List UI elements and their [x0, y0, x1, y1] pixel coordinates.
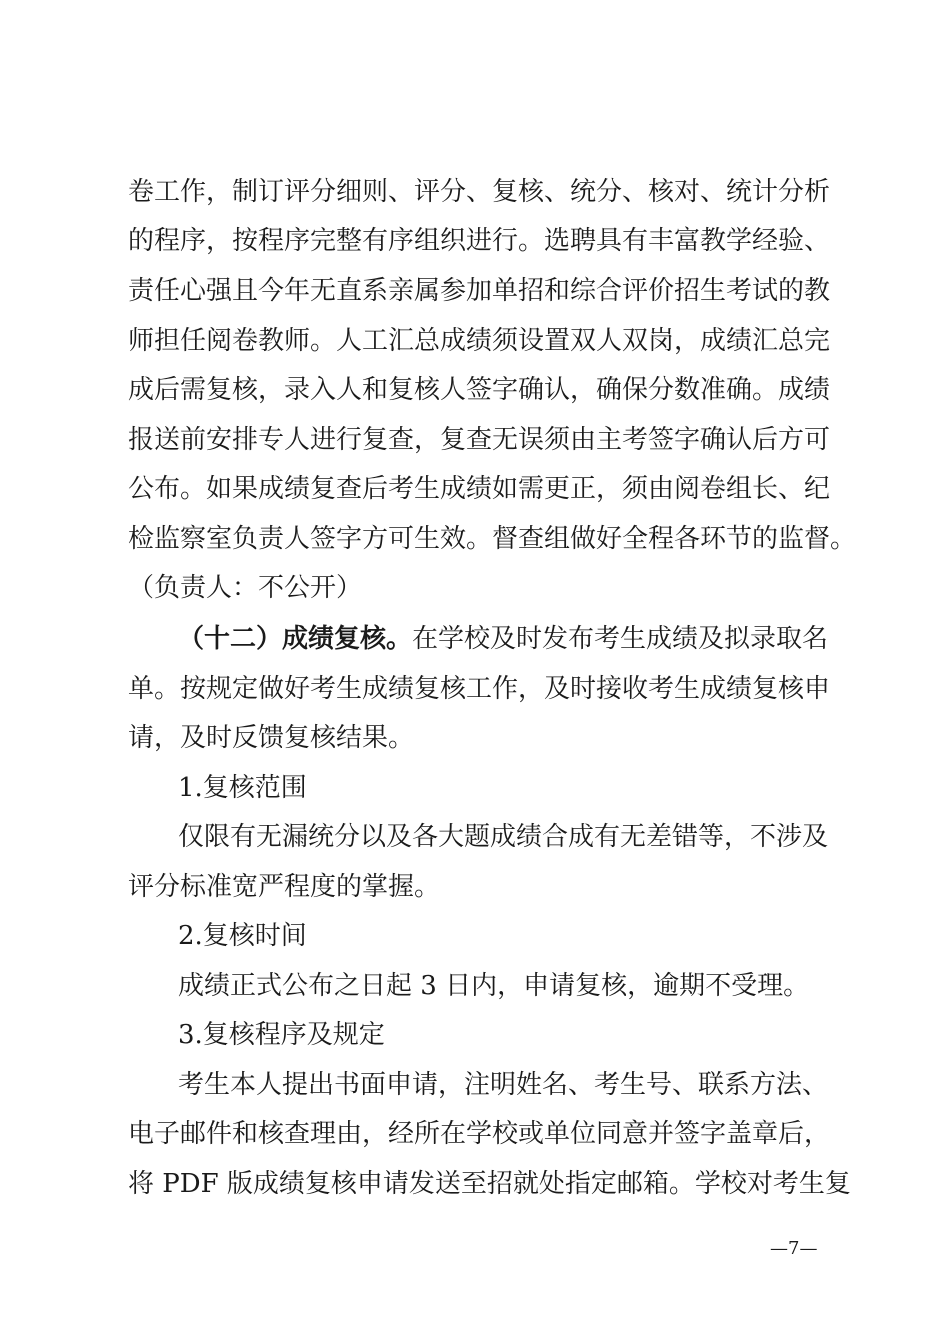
text-line: 报送前安排专人进行复查，复查无误须由主考签字确认后方可 — [128, 425, 831, 455]
text-line: （负责人：不公开） — [128, 573, 363, 603]
text-line: 电子邮件和核查理由，经所在学校或单位同意并签字盖章后， — [128, 1119, 831, 1149]
subheading: 2.复核时间 — [178, 921, 307, 951]
text-line: 公布。如果成绩复查后考生成绩如需更正，须由阅卷组长、纪 — [128, 474, 831, 504]
text-line: 责任心强且今年无直系亲属参加单招和综合评价招生考试的教 — [128, 276, 831, 306]
page-number: —7— — [770, 1238, 818, 1259]
section-heading: （十二）成绩复核。 — [178, 624, 413, 654]
text-line: 师担任阅卷教师。人工汇总成绩须设置双人双岗，成绩汇总完 — [128, 326, 831, 356]
text-line: 仅限有无漏统分以及各大题成绩合成有无差错等，不涉及 — [178, 822, 829, 852]
text-line: 卷工作，制订评分细则、评分、复核、统分、核对、统计分析 — [128, 177, 831, 207]
text-line: 将 PDF 版成绩复核申请发送至招就处指定邮箱。学校对考生复 — [128, 1169, 851, 1199]
text-line: 成绩正式公布之日起 3 日内，申请复核，逾期不受理。 — [178, 971, 810, 1001]
text-line: 评分标准宽严程度的掌握。 — [128, 872, 441, 902]
subheading: 1.复核范围 — [178, 773, 307, 803]
section-text: 在学校及时发布考生成绩及拟录取名 — [412, 624, 829, 654]
text-line: 请，及时反馈复核结果。 — [128, 723, 415, 753]
section-heading-line — [178, 622, 829, 656]
text-line: 的程序，按程序完整有序组织进行。选聘具有丰富教学经验、 — [128, 226, 831, 256]
subheading: 3.复核程序及规定 — [178, 1020, 385, 1050]
text-line: 检监察室负责人签字方可生效。督查组做好全程各环节的监督。 — [128, 524, 857, 554]
text-line: 考生本人提出书面申请，注明姓名、考生号、联系方法、 — [178, 1070, 829, 1100]
text-line: 单。按规定做好考生成绩复核工作，及时接收考生成绩复核申 — [128, 674, 831, 704]
text-line: 成后需复核，录入人和复核人签字确认，确保分数准确。成绩 — [128, 375, 831, 405]
